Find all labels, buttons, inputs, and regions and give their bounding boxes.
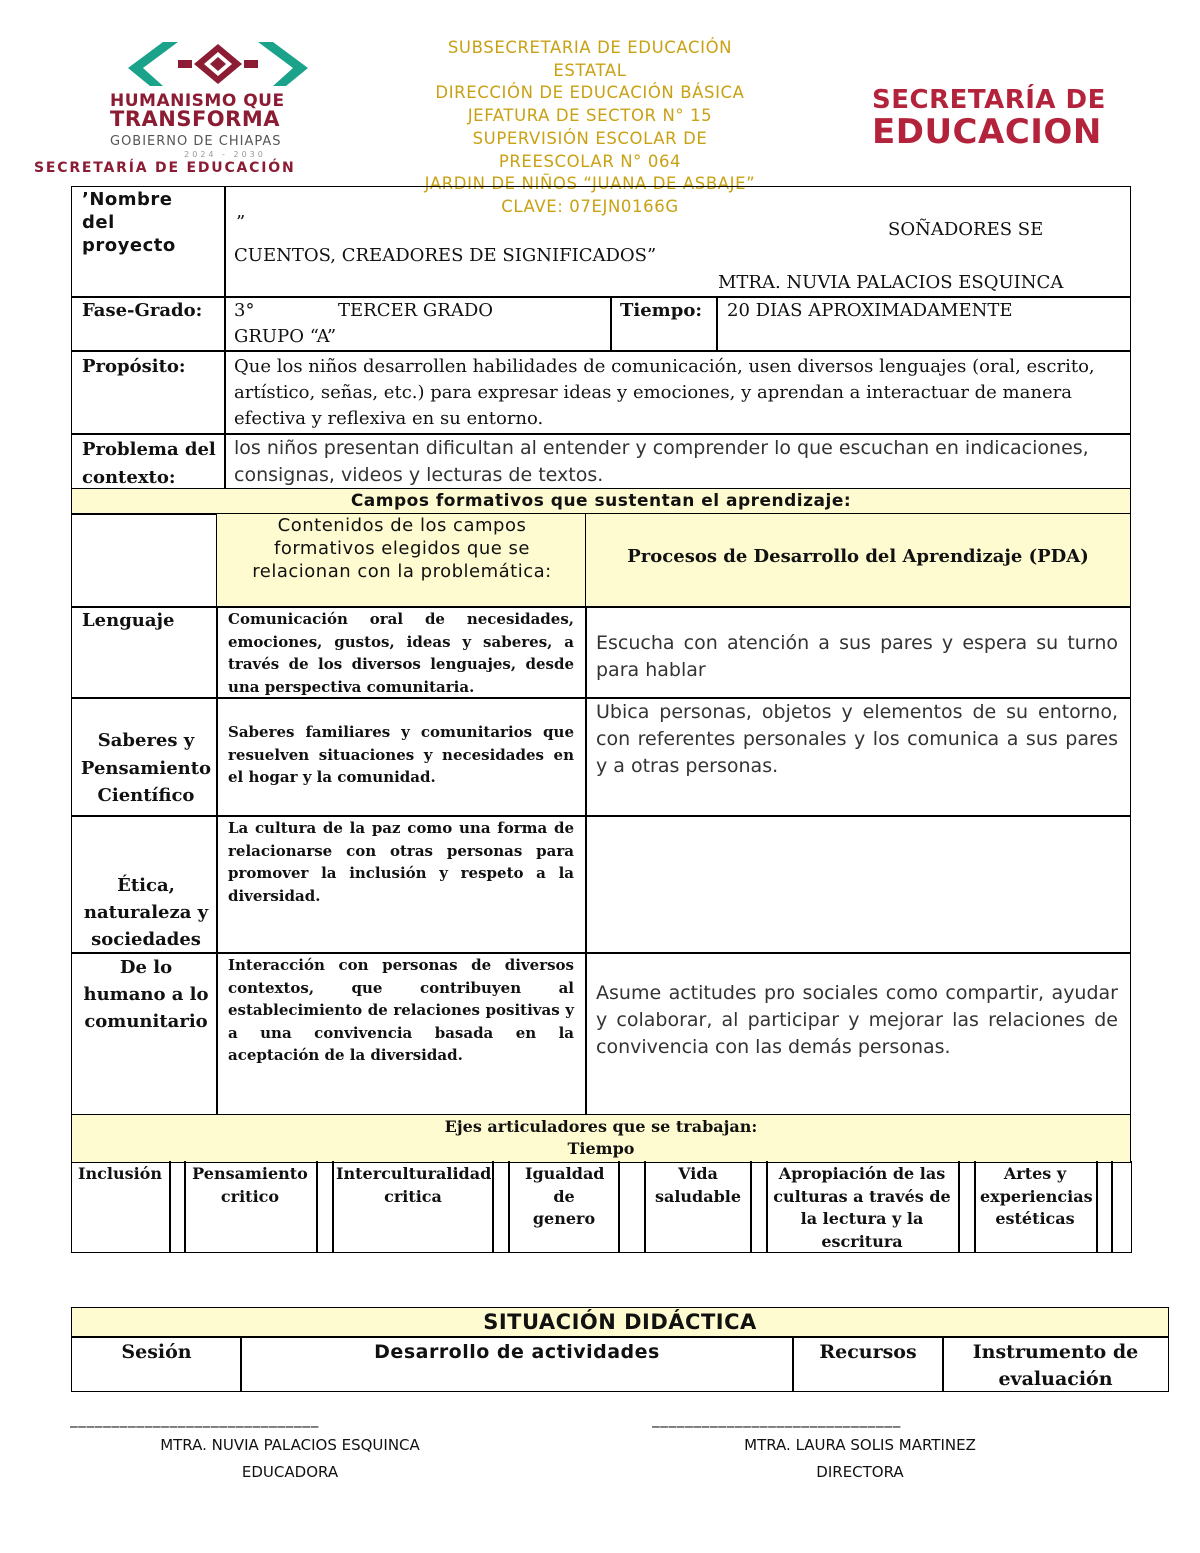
header-line: JEFATURA DE SECTOR N° 15 (467, 106, 713, 126)
secretaria-logo-line1: SECRETARÍA DE (872, 85, 1106, 115)
proposito-label: Propósito: (82, 356, 186, 377)
fase-grade: TERCER GRADO (338, 300, 494, 321)
tiempo-value: 20 DIAS APROXIMADAMENTE (727, 300, 1013, 321)
situacion-title: SITUACIÓN DIDÁCTICA (483, 1310, 757, 1334)
pda-saberes: Ubica personas, objetos y elementos de su entorno, con referentes personales y los comunica a sus pares y a otras personas. (596, 701, 1118, 777)
campos-title: Campos formativos que sustentan el aprendizaje: (350, 491, 852, 511)
header-line: ESTATAL (553, 60, 627, 80)
campo-etica: Ética, naturaleza y sociedades (83, 875, 209, 950)
secretaria-logo-line2: EDUCACION (872, 112, 1102, 152)
secretaria-logo (872, 86, 1172, 150)
ejes-title: Ejes articuladores que se trabajan: (444, 1117, 758, 1136)
eje-artes: Artes y experiencias estéticas (980, 1164, 1093, 1228)
pda-etica-cell (585, 815, 1131, 954)
teacher-name: MTRA. NUVIA PALACIOS ESQUINCA (718, 272, 1064, 293)
project-name-line1: SOÑADORES SE (888, 219, 1044, 240)
project-name-quote: ” (236, 212, 246, 233)
contenido-saberes: Saberes familiares y comunitarios que resuelven situaciones y necesidades en el hogar y la comunidad. (228, 723, 574, 786)
pda-lenguaje: Escucha con atención a sus pares y espera su turno para hablar (596, 632, 1118, 681)
chiapas-emblem-icon (118, 38, 318, 90)
header-line: DIRECCIÓN DE EDUCACIÓN BÁSICA (435, 83, 745, 103)
logo-text-secretaria: SECRETARÍA DE EDUCACIÓN (34, 160, 296, 176)
eje-vida: Vida saludable (654, 1164, 742, 1206)
signature-line-left: ______________________________ (70, 1410, 319, 1428)
header-line: JARDIN DE NIÑOS “JUANA DE ASBAJE” (424, 174, 756, 194)
project-name-label: ’Nombre del proyecto (82, 189, 176, 256)
project-name-line2: CUENTOS, CREADORES DE SIGNIFICADOS” (234, 245, 657, 266)
eje-extra-check[interactable] (1111, 1161, 1132, 1253)
logo-text-period: 2024 - 2030 (184, 150, 266, 159)
eje-apropiacion: Apropiación de las culturas a través de la lectura y la escritura (773, 1164, 951, 1251)
tiempo-label: Tiempo: (620, 300, 702, 321)
pda-humano: Asume actitudes pro sociales como compartir, ayudar y colaborar, al participar y mejorar las relaciones de convivencia con las demás personas. (596, 982, 1118, 1058)
fase-label: Fase-Grado: (82, 300, 203, 321)
header-line: PREESCOLAR N° 064 (498, 151, 682, 171)
eje-pensamiento: Pensamiento critico (192, 1164, 308, 1206)
campo-humano: De lo humano a lo comunitario (83, 957, 209, 1032)
pda-header: Procesos de Desarrollo del Aprendizaje (PDA) (627, 546, 1089, 567)
logo-text-gobierno: GOBIERNO DE CHIAPAS (110, 134, 282, 149)
logo-text-humanismo: HUMANISMO QUE (110, 91, 285, 111)
logo-text-transforma: TRANSFORMA (110, 107, 280, 131)
contenido-etica: La cultura de la paz como una forma de relacionarse con otras personas para promover la inclusión y respeto a la diversidad. (228, 819, 574, 905)
campo-saberes: Saberes y Pensamiento Científico (80, 730, 212, 806)
desarrollo-header: Desarrollo de actividades (374, 1341, 660, 1363)
eje-igualdad-check[interactable] (618, 1161, 646, 1253)
signature-name-right: MTRA. LAURA SOLIS MARTINEZ (744, 1436, 976, 1454)
instrumento-header: Instrumento de evaluación (972, 1341, 1139, 1390)
group: GRUPO “A” (234, 326, 337, 347)
header-line: SUPERVISIÓN ESCOLAR DE (472, 128, 708, 148)
signature-name-left: MTRA. NUVIA PALACIOS ESQUINCA (160, 1436, 420, 1454)
ejes-subtitle: Tiempo (567, 1139, 635, 1158)
fase-number: 3° (234, 300, 255, 321)
campo-lenguaje: Lenguaje (82, 610, 175, 631)
proposito-value: Que los niños desarrollen habilidades de comunicación, usen diversos lenguajes (oral, escrito, artístico, señas, etc.) para expresar ideas y emociones, y aprendan a interactuar de manera efectiva y reflexiva en su entorno. (234, 356, 1095, 429)
contenidos-header: Contenidos de los campos formativos elegidos que se relacionan con la problemática: (252, 515, 552, 582)
eje-inclusion: Inclusión (78, 1164, 162, 1183)
signature-role-right: DIRECTORA (816, 1463, 904, 1481)
problema-label: Problema del contexto: (82, 439, 216, 488)
problema-value: los niños presentan dificultan al entender y comprender lo que escuchan en indicaciones, consignas, videos y lecturas de textos. (234, 437, 1089, 486)
eje-interculturalidad: Interculturalidad critica (336, 1164, 492, 1206)
recursos-header: Recursos (819, 1341, 917, 1363)
signature-line-right: ______________________________ (652, 1410, 901, 1428)
signature-role-left: EDUCADORA (241, 1463, 339, 1481)
sesion-header: Sesión (121, 1341, 192, 1363)
header-line: SUBSECRETARIA DE EDUCACIÓN (447, 38, 733, 57)
contenido-lenguaje: Comunicación oral de necesidades, emociones, gustos, ideas y saberes, a través de los diversos lenguajes, desde una perspectiva comunitaria. (228, 610, 574, 696)
contenido-humano: Interacción con personas de diversos contextos, que contribuyen al establecimiento de relaciones positivas y a una convivencia basada en la aceptación de la diversidad. (228, 956, 574, 1064)
campo-header-empty-cell (71, 513, 218, 608)
eje-igualdad: Igualdad de genero (525, 1164, 605, 1228)
header-line: CLAVE: 07EJN0166G (501, 196, 679, 216)
